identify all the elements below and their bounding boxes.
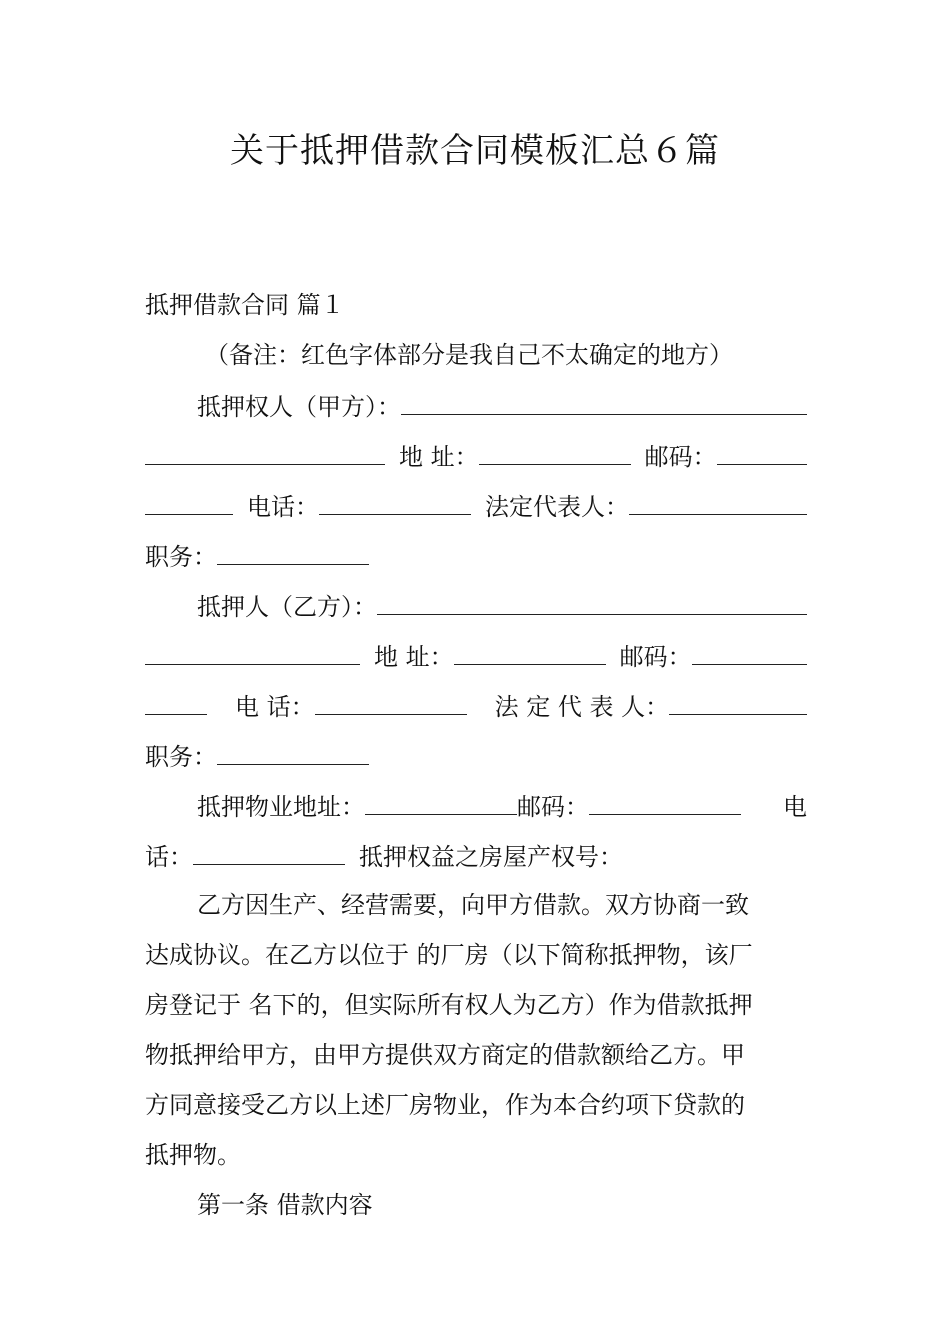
party-a-postcode-blank — [717, 430, 807, 465]
party-a-postcode-blank-cont — [145, 480, 233, 515]
paragraph-line: 抵押物。 — [145, 1141, 241, 1169]
party-a-phone-line — [145, 480, 807, 530]
property-postcode-blank — [589, 780, 741, 815]
party-a-postcode-label: 邮码： — [644, 443, 717, 471]
property-phone-line — [145, 830, 807, 880]
party-b-legal-rep-label: 法 定 代 表 人： — [494, 693, 670, 721]
article-heading: 第一条 借款内容 — [197, 1191, 373, 1219]
property-address-blank — [365, 780, 517, 815]
party-b-name-blank — [377, 580, 807, 615]
paragraph-line: 物抵押给甲方，由甲方提供双方商定的借款额给乙方。甲 — [145, 1041, 745, 1069]
document-title: 关于抵押借款合同模板汇总６篇 — [230, 131, 720, 171]
paragraph-line: 房登记于 名下的，但实际所有权人为乙方）作为借款抵押 — [145, 991, 753, 1019]
document-body — [145, 280, 807, 1230]
party-b-phone-blank — [315, 680, 467, 715]
party-b-phone-label: 电 话： — [235, 693, 315, 721]
party-b-position-label: 职务： — [145, 743, 217, 771]
party-b-address-label: 地 址： — [374, 643, 454, 671]
property-address-label: 抵押物业地址： — [197, 793, 365, 821]
party-a-position-line — [145, 530, 807, 580]
party-a-phone-blank — [319, 480, 471, 515]
party-b-position-blank — [217, 730, 369, 765]
property-phone-label-2: 话： — [145, 843, 193, 871]
party-a-legal-rep-blank — [629, 480, 807, 515]
party-b-position-line — [145, 730, 807, 780]
party-a-address-line — [145, 430, 807, 480]
party-a-position-blank — [217, 530, 369, 565]
party-a-label: 抵押权人（甲方）： — [197, 393, 401, 421]
party-b-postcode-blank-cont — [145, 680, 207, 715]
party-a-position-label: 职务： — [145, 543, 217, 571]
property-address-line — [145, 780, 807, 830]
party-b-address-blank — [454, 630, 606, 665]
party-b-legal-rep-blank — [669, 680, 807, 715]
party-b-postcode-label: 邮码： — [619, 643, 692, 671]
paragraph-line: 乙方因生产、经营需要，向甲方借款。双方协商一致 — [197, 891, 749, 919]
property-postcode-label: 邮码： — [517, 793, 589, 821]
party-a-phone-label: 电话： — [247, 493, 319, 521]
property-phone-blank — [193, 830, 345, 865]
party-b-name-blank-cont — [145, 630, 360, 665]
paragraph-line: 达成协议。在乙方以位于 的厂房（以下简称抵押物，该厂 — [145, 941, 753, 969]
party-b-label: 抵押人（乙方）： — [197, 593, 377, 621]
property-phone-label-1: 电 — [783, 793, 807, 821]
party-b-line — [145, 580, 807, 630]
party-b-postcode-blank — [692, 630, 807, 665]
party-a-name-blank-cont — [145, 430, 385, 465]
party-a-address-blank — [479, 430, 631, 465]
party-b-phone-line — [145, 680, 807, 730]
party-b-address-line — [145, 630, 807, 680]
section-heading: 抵押借款合同 篇１ — [145, 291, 345, 319]
party-a-name-blank — [401, 380, 807, 415]
paragraph-line: 方同意接受乙方以上述厂房物业，作为本合约项下贷款的 — [145, 1091, 745, 1119]
party-a-legal-rep-label: 法定代表人： — [485, 493, 629, 521]
party-a-address-label: 地 址： — [399, 443, 479, 471]
note-line: （备注：红色字体部分是我自己不太确定的地方） — [205, 341, 733, 369]
party-a-line — [145, 380, 807, 430]
property-cert-label: 抵押权益之房屋产权号： — [359, 843, 623, 871]
